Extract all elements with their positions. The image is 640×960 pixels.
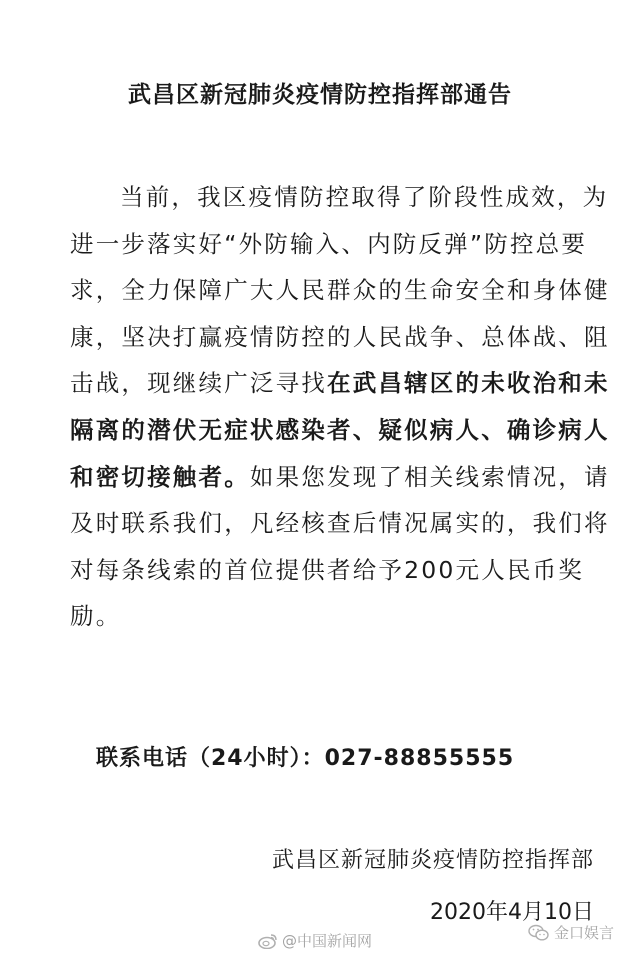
body-line: 进一步落实好“外防输入、内防反弹”防控总要 <box>70 229 588 258</box>
weibo-icon <box>258 933 278 949</box>
issue-date: 2020年4月10日 <box>430 900 594 925</box>
body-line: 励。 <box>70 602 122 631</box>
weibo-watermark <box>258 930 372 951</box>
wechat-icon <box>528 924 550 942</box>
contact-phone: 联系电话（24小时）：027-88855555 <box>96 746 515 771</box>
wechat-watermark-text: 金口娱言 <box>554 924 615 942</box>
body-line: 求，全力保障广大人民群众的生命安全和身体健 <box>70 276 610 305</box>
body-line: 及时联系我们，凡经核查后情况属实的，我们将 <box>70 509 610 538</box>
body-line: 和密切接触者。如果您发现了相关线索情况，请 <box>70 462 610 491</box>
body-emphasis: 在武昌辖区的未收治和未 <box>327 369 610 398</box>
body-emphasis: 隔离的潜伏无症状感染者、疑似病人、确诊病人 <box>70 415 610 444</box>
body-line: 康，坚决打赢疫情防控的人民战争、总体战、阻 <box>70 322 610 351</box>
body-line: 当前，我区疫情防控取得了阶段性成效，为 <box>120 183 609 211</box>
weibo-watermark-text: @中国新闻网 <box>282 932 373 950</box>
body-line <box>70 407 610 454</box>
wechat-watermark <box>528 922 614 943</box>
body-line: 对每条线索的首位提供者给予200元人民币奖 <box>70 555 585 584</box>
notice-title: 武昌区新冠肺炎疫情防控指挥部通告 <box>128 82 512 108</box>
notice-body <box>70 174 610 640</box>
body-line: 击战，现继续广泛寻找在武昌辖区的未收治和未 <box>70 369 610 398</box>
issuer-signature: 武昌区新冠肺炎疫情防控指挥部 <box>271 848 594 873</box>
body-emphasis: 和密切接触者。 <box>70 462 250 491</box>
